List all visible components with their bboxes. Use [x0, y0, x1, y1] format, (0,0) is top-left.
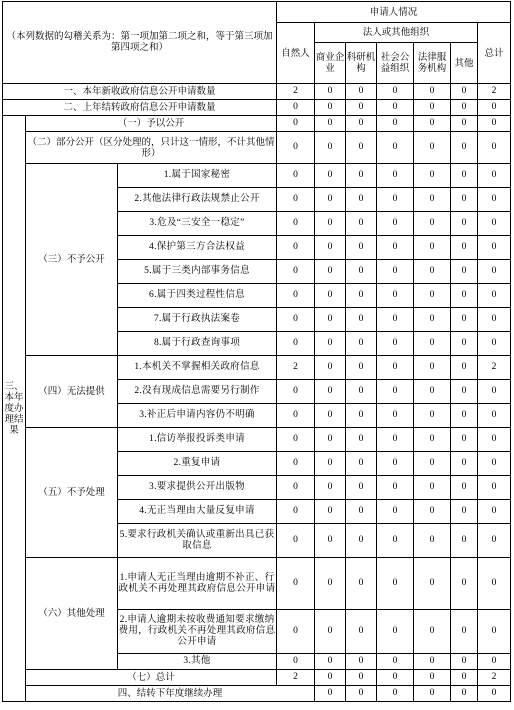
row-label: （七）总计	[26, 670, 277, 686]
relationship-note: （本列数据的勾稽关系为：第一项加第二项之和，等于第三项加第四项之和）	[3, 2, 277, 84]
cell-value: 0	[346, 654, 377, 670]
cell-value: 0	[414, 610, 451, 654]
cell-value: 0	[414, 212, 451, 236]
cell-value: 0	[346, 558, 377, 610]
cell-value: 0	[451, 308, 478, 332]
cell-value: 0	[451, 380, 478, 404]
cell-value: 0	[377, 84, 414, 100]
cell-value: 0	[478, 236, 511, 260]
cell-value: 0	[315, 132, 346, 164]
cell-value: 0	[377, 116, 414, 132]
item-label: 1.本机关不掌握相关政府信息	[118, 356, 277, 380]
cell-value: 0	[414, 164, 451, 188]
org-header-business: 商业企业	[315, 43, 346, 84]
cell-value: 2	[277, 356, 315, 380]
cell-value: 0	[315, 236, 346, 260]
cell-value: 2	[277, 670, 315, 686]
section3-label: 三、本年度办理结果	[3, 116, 26, 702]
cell-value: 0	[377, 686, 414, 702]
cell-value: 0	[414, 404, 451, 428]
cell-value: 0	[414, 308, 451, 332]
cell-value: 0	[377, 212, 414, 236]
cell-value: 0	[451, 100, 478, 116]
cell-value: 0	[451, 116, 478, 132]
item-label: 8.属于行政查询事项	[118, 332, 277, 356]
cell-value: 0	[277, 332, 315, 356]
cell-value: 0	[346, 308, 377, 332]
cell-value: 0	[346, 132, 377, 164]
cell-value: 0	[346, 404, 377, 428]
cell-value: 0	[377, 100, 414, 116]
cell-value: 0	[315, 116, 346, 132]
cell-value: 0	[377, 500, 414, 524]
table-row	[3, 132, 511, 164]
cell-value: 0	[478, 212, 511, 236]
cell-value: 0	[414, 236, 451, 260]
cell-value: 0	[478, 332, 511, 356]
cell-value: 0	[414, 132, 451, 164]
cell-value: 0	[315, 332, 346, 356]
cell-value: 0	[451, 654, 478, 670]
item-label: 2.申请人逾期未按收费通知要求缴纳费用，行政机关不再处理其政府信息公开申请	[118, 610, 277, 654]
cell-value: 0	[346, 610, 377, 654]
cell-value: 0	[377, 428, 414, 452]
item-label: 1.信访举报投诉类申请	[118, 428, 277, 452]
cell-value: 0	[377, 654, 414, 670]
cell-value: 2	[277, 84, 315, 100]
org-header-research: 科研机构	[346, 43, 377, 84]
cell-value: 0	[346, 236, 377, 260]
cell-value: 0	[478, 260, 511, 284]
cell-value: 0	[277, 188, 315, 212]
cell-value: 0	[377, 236, 414, 260]
cell-value: 0	[451, 404, 478, 428]
cell-value: 0	[377, 308, 414, 332]
cell-value: 0	[346, 476, 377, 500]
cell-value: 0	[346, 260, 377, 284]
cell-value: 0	[315, 428, 346, 452]
cell-value: 0	[414, 558, 451, 610]
cell-value: 0	[377, 452, 414, 476]
cell-value: 0	[478, 116, 511, 132]
cell-value: 0	[377, 332, 414, 356]
category-label: （三）不予公开	[26, 164, 118, 356]
cell-value: 0	[478, 428, 511, 452]
cell-value: 0	[377, 558, 414, 610]
cell-value: 0	[277, 260, 315, 284]
cell-value: 0	[277, 558, 315, 610]
item-label: 3.补正后申请内容仍不明确	[118, 404, 277, 428]
cell-value: 0	[414, 654, 451, 670]
item-label: 3.要求提供公开出版物	[118, 476, 277, 500]
cell-value: 0	[414, 188, 451, 212]
table-row	[3, 686, 511, 702]
gov-info-disclosure-table	[2, 1, 511, 702]
cell-value: 0	[478, 654, 511, 670]
cell-value: 2	[478, 84, 511, 100]
cell-value: 0	[451, 500, 478, 524]
cell-value: 0	[414, 476, 451, 500]
table-row	[3, 116, 511, 132]
cell-value: 0	[414, 380, 451, 404]
cell-value: 0	[315, 476, 346, 500]
cell-value: 0	[277, 116, 315, 132]
cell-value: 0	[414, 332, 451, 356]
row-label: （一）予以公开	[26, 116, 277, 132]
table-row	[3, 558, 511, 610]
cell-value: 0	[451, 558, 478, 610]
item-label: 4.保护第三方合法权益	[118, 236, 277, 260]
category-label: （四）无法提供	[26, 356, 118, 428]
cell-value: 0	[315, 524, 346, 558]
cell-value: 0	[377, 164, 414, 188]
item-label: 2.没有现成信息需要另行制作	[118, 380, 277, 404]
cell-value: 0	[414, 284, 451, 308]
cell-value: 0	[346, 212, 377, 236]
cell-value: 0	[346, 332, 377, 356]
item-label: 6.属于四类过程性信息	[118, 284, 277, 308]
table-row	[3, 428, 511, 452]
cell-value: 0	[478, 188, 511, 212]
cell-value: 0	[315, 404, 346, 428]
cell-value: 0	[451, 476, 478, 500]
cell-value: 0	[277, 428, 315, 452]
cell-value: 0	[346, 356, 377, 380]
item-label: 1.申请人无正当理由逾期不补正、行政机关不再处理其政府信息公开申请	[118, 558, 277, 610]
cell-value: 0	[377, 524, 414, 558]
cell-value: 0	[346, 100, 377, 116]
cell-value: 0	[478, 476, 511, 500]
cell-value: 0	[478, 132, 511, 164]
cell-value: 0	[346, 84, 377, 100]
category-label: （五）不予处理	[26, 428, 118, 558]
cell-value: 0	[315, 284, 346, 308]
table-row	[3, 164, 511, 188]
cell-value: 0	[377, 260, 414, 284]
cell-value: 0	[277, 404, 315, 428]
cell-value: 0	[414, 452, 451, 476]
cell-value: 0	[377, 284, 414, 308]
cell-value: 0	[478, 452, 511, 476]
cell-value: 0	[277, 380, 315, 404]
cell-value: 0	[478, 380, 511, 404]
cell-value: 0	[277, 610, 315, 654]
cell-value: 0	[414, 524, 451, 558]
item-label: 5.属于三类内部事务信息	[118, 260, 277, 284]
cell-value: 0	[478, 100, 511, 116]
category-label: （六）其他处理	[26, 558, 118, 670]
cell-value: 0	[478, 164, 511, 188]
cell-value: 0	[414, 260, 451, 284]
cell-value: 0	[315, 610, 346, 654]
cell-value: 0	[414, 116, 451, 132]
cell-value: 0	[315, 308, 346, 332]
cell-value: 0	[277, 212, 315, 236]
cell-value: 0	[478, 610, 511, 654]
cell-value: 0	[315, 558, 346, 610]
cell-value: 0	[414, 428, 451, 452]
cell-value: 0	[346, 116, 377, 132]
cell-value: 0	[315, 260, 346, 284]
cell-value: 0	[451, 356, 478, 380]
cell-value: 0	[377, 670, 414, 686]
item-label: 2.重复申请	[118, 452, 277, 476]
cell-value: 2	[478, 670, 511, 686]
cell-value: 0	[451, 284, 478, 308]
cell-value: 0	[277, 164, 315, 188]
row-label: 二、上年结转政府信息公开申请数量	[3, 100, 277, 116]
cell-value: 0	[346, 380, 377, 404]
cell-value: 0	[377, 380, 414, 404]
cell-value: 0	[414, 84, 451, 100]
org-header-other: 其他	[451, 43, 478, 84]
cell-value: 0	[478, 404, 511, 428]
cell-value: 0	[277, 284, 315, 308]
cell-value: 0	[451, 332, 478, 356]
cell-value: 0	[451, 686, 478, 702]
cell-value: 0	[315, 654, 346, 670]
cell-value: 0	[277, 452, 315, 476]
cell-value: 0	[451, 188, 478, 212]
cell-value: 0	[315, 100, 346, 116]
cell-value: 0	[315, 500, 346, 524]
cell-value: 0	[315, 356, 346, 380]
cell-value: 0	[346, 428, 377, 452]
item-label: 2.其他法律行政法规禁止公开	[118, 188, 277, 212]
cell-value: 0	[377, 132, 414, 164]
cell-value: 0	[451, 84, 478, 100]
cell-value: 0	[451, 164, 478, 188]
applicant-header: 申请人情况	[277, 2, 511, 23]
cell-value: 0	[315, 212, 346, 236]
cell-value: 0	[346, 188, 377, 212]
cell-value: 0	[277, 654, 315, 670]
cell-value: 0	[277, 236, 315, 260]
cell-value: 0	[377, 610, 414, 654]
cell-value: 0	[346, 670, 377, 686]
table-row	[3, 84, 511, 100]
cell-value: 0	[277, 308, 315, 332]
row-label: 一、本年新收政府信息公开申请数量	[3, 84, 277, 100]
cell-value: 0	[315, 686, 346, 702]
cell-value: 0	[346, 524, 377, 558]
cell-value: 0	[377, 404, 414, 428]
row-label: 四、结转下年度继续办理	[26, 686, 315, 702]
org-header-public-welfare: 社会公益组织	[377, 43, 414, 84]
cell-value: 0	[478, 308, 511, 332]
cell-value: 2	[478, 356, 511, 380]
table-row	[3, 356, 511, 380]
cell-value: 0	[346, 452, 377, 476]
cell-value: 0	[346, 686, 377, 702]
cell-value: 0	[478, 524, 511, 558]
cell-value: 0	[478, 500, 511, 524]
natural-person-header: 自然人	[277, 23, 315, 84]
org-header-legal-service: 法律服务机构	[414, 43, 451, 84]
cell-value: 0	[451, 452, 478, 476]
item-label: 4.无正当理由大量反复申请	[118, 500, 277, 524]
cell-value: 0	[377, 356, 414, 380]
cell-value: 0	[451, 212, 478, 236]
cell-value: 0	[414, 500, 451, 524]
cell-value: 0	[451, 524, 478, 558]
cell-value: 0	[315, 84, 346, 100]
item-label: 3.其他	[118, 654, 277, 670]
cell-value: 0	[451, 260, 478, 284]
cell-value: 0	[315, 670, 346, 686]
cell-value: 0	[451, 670, 478, 686]
cell-value: 0	[414, 670, 451, 686]
legal-org-header: 法人或其他组织	[315, 23, 478, 43]
cell-value: 0	[377, 476, 414, 500]
cell-value: 0	[277, 132, 315, 164]
item-label: 3.危及“三安全一稳定”	[118, 212, 277, 236]
cell-value: 0	[451, 428, 478, 452]
total-header: 总计	[478, 23, 511, 84]
cell-value: 0	[377, 188, 414, 212]
cell-value: 0	[478, 686, 511, 702]
table-row	[3, 100, 511, 116]
cell-value: 0	[478, 284, 511, 308]
cell-value: 0	[315, 188, 346, 212]
cell-value: 0	[414, 100, 451, 116]
cell-value: 0	[478, 558, 511, 610]
cell-value: 0	[451, 132, 478, 164]
item-label: 1.属于国家秘密	[118, 164, 277, 188]
cell-value: 0	[277, 524, 315, 558]
item-label: 5.要求行政机关确认或重新出具已获取信息	[118, 524, 277, 558]
cell-value: 0	[315, 380, 346, 404]
cell-value: 0	[451, 236, 478, 260]
row-label: （二）部分公开（区分处理的，只计这一情形，不计其他情形）	[26, 132, 277, 164]
cell-value: 0	[277, 100, 315, 116]
cell-value: 0	[277, 476, 315, 500]
table-row	[3, 670, 511, 686]
cell-value: 0	[315, 452, 346, 476]
cell-value: 0	[315, 164, 346, 188]
cell-value: 0	[346, 164, 377, 188]
item-label: 7.属于行政执法案卷	[118, 308, 277, 332]
cell-value: 0	[414, 686, 451, 702]
cell-value: 0	[451, 610, 478, 654]
cell-value: 0	[346, 284, 377, 308]
cell-value: 0	[346, 500, 377, 524]
cell-value: 0	[277, 500, 315, 524]
cell-value: 0	[414, 356, 451, 380]
